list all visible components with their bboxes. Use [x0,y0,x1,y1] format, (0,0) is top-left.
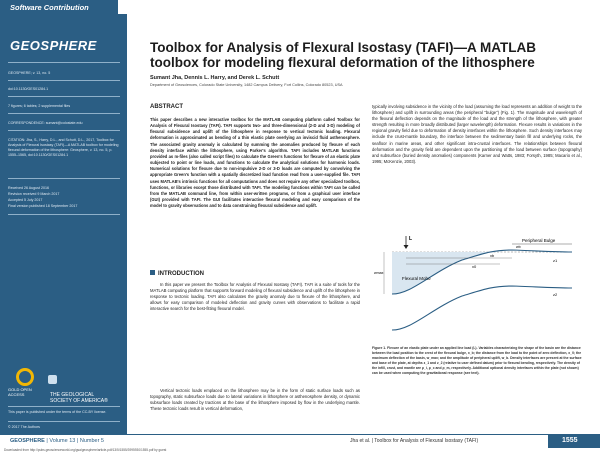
revision-date: Revision received 9 March 2017 [8,192,60,196]
flexed-moho [392,286,572,330]
figure-1-diagram [372,232,582,344]
figure-caption: Figure 1. Flexure of an elastic plate under an applied line load (L). Variables characterizing the shape of the basin are the distance between the load position to the crest of the flexural bulge, x_b; the distance from the load to the point of zero deflection, x_0; the maximum deflection of the basin, w_max; and the amplitude of peripheral uplift, w_b. Density interfaces are present at the surface and base of the plate, at depths z_1 and z_2 (relative to user defined datum) prior to flexural bending, respectively. The density of the infill, crust, and mantle are ρ_i, ρ_c and ρ_m, respectively. Additional optional density interfaces within the plate (not shown) can be used when computing the gravitational response (see text). [372,346,582,376]
abstract-text: This paper describes a new interactive toolbox for the MATLAB computing platform called Toolbox for Analysis of Flexural Isostasy (TAFI). TAFI supports two- and three-dimensional (2-D and 3-D) modeling of flexural subsidence and uplift of the lithosphere in response to vertical tectonic loading. Flexural deformation is approximated as bending of a thin elastic plate overlying an inviscid fluid asthenosphere. The associated gravity anomaly is calculated by summing the anomalies produced by flexure of each density interface within the lithosphere, using Parker's algorithm. TAFI includes MATLAB functions provided as m-files (also called script files) to calculate the Green's functions for flexure of an elastic plate subjected to point or line loads, and functions to calculate the analytical solutions for harmonic loads. Numerical solutions for flexure due to non-impulsive 2-D or 3-D loads are computed by convolving the appropriate Green's function with a spatially discretized load function read from a user-supplied file. TAFI uses MATLAB's intrinsic functions for all computations and does not require any other specialized toolbox, functions, or libraries except those distributed with TAFI. The modeling functions within TAFI can be called from the MATLAB command line, from within user-written programs, or from a graphical user interface (GUI) provided with TAFI. The GUI facilitates interactive flexural modeling and easy comparison of the model to gravity observations and to data constraining flexural subsidence and uplift. [150,117,360,209]
gsa-icon [48,375,57,384]
figure-count: 7 figures; 6 tables; 2 supplemental files [8,104,71,108]
published-date: Final version published 18 September 2017 [8,204,78,208]
wmax-label: wmax [374,271,384,275]
divider [8,96,120,97]
abstract-heading: ABSTRACT [150,104,183,110]
intro-paragraph-2: Vertical tectonic loads emplaced on the lithosphere may be in the form of static surface loads such as topography, static subsurface loads due to lateral variations in lithosphere or asthenosphere density, or dynamic subsurface loads created by tractions at the base of the lithosphere imposed by flow in the underlying mantle. These tectonic loads result in vertical deformation, [150,388,360,412]
footer-journal-name: GEOSPHERE [10,438,45,444]
download-note: Downloaded from http://pubs.geoscienceworld.org/gsa/geosphere/article-pdf/13/5/1555/3995930/1555.pdf by guest [4,448,167,452]
divider [8,406,120,407]
open-access-icon [16,368,34,386]
intro-heading [150,270,204,277]
open-access-badge [8,368,48,397]
z2-label: z2 [553,292,558,297]
journal-name: GEOSPHERE [10,38,97,53]
footer-number: Number 5 [79,438,104,444]
page-number: 1555 [548,435,600,448]
doi[interactable]: doi:10.1130/GES01284.1 [8,87,49,91]
divider [8,130,120,131]
license-note: This paper is published under the terms of the CC-BY license. [8,410,107,414]
intro-paragraph-1: In this paper we present the Toolbox for Analysis of Flexural Isostasy (TAFI). TAFI is a suite of tools for the MATLAB computing platform that supports forward modeling of flexural subsidence and uplift of the lithosphere in response to tectonic loading. TAFI also calculates the gravity anomaly due to flexure of the lithosphere, and allows for easy comparison of modeled deflection and gravity curves with observations to facilitate a rapid interactive search for the best-fitting flexural model. [150,282,360,312]
xb-label: xb [490,253,495,258]
accepted-date: Accepted 5 July 2017 [8,198,43,202]
section-tab: Software Contribution [0,0,118,14]
citation-short: GEOSPHERE; v. 13, no. 5 [8,71,51,75]
divider [8,178,120,179]
heading-square-icon [150,270,155,275]
moho-label: Flexural Moho [402,276,431,281]
divider [8,214,120,215]
divider [8,80,120,81]
right-column-text: typically involving subsidence in the vicinity of the load (assuming the load represents an addition of weight to the lithosphere) and uplift in surrounding areas (the peripheral "bulge") (Fig. 1). The magnitude and wavelength of the flexural deflection depends on the magnitude of the load and the strength of the lithosphere, with greater strength resulting in more broadly distributed (larger wavelength) deformation. Flexure results in variations in the regional gravity field due to deformation of density interfaces within the lithosphere. Such density interfaces may include the crust-mantle boundary, the interface between the sedimentary basin fill and underlying rocks, the seafloor in marine areas, and other significant intra-crustal interfaces. The relationships between flexural deformation and the gravity field are dependent upon the partitioning of the load between surface (topography) and subsurface (buried density anomalies) components (Karner and Watts, 1983; Forsyth, 1985; Macario et al., 1995; McKenzie, 2003). [372,104,582,164]
divider [8,421,120,422]
intro-heading-label: INTRODUCTION [158,271,204,277]
page-footer [0,434,600,447]
correspondence[interactable]: CORRESPONDENCE: sumant@colostate.edu [8,121,83,125]
x0-label: x0 [472,264,477,269]
bulge-label: Peripheral Bulge [522,238,556,243]
running-title: Jha et al. | Toolbox for Analysis of Flexural Isostasy (TAFI) [350,438,479,444]
sidebar [0,14,127,434]
received-date: Received 26 August 2016 [8,186,49,190]
gsa-name: THE GEOLOGICAL SOCIETY OF AMERICA® [50,392,108,404]
affiliation: Department of Geosciences, Colorado State University, 1482 Campus Delivery, Fort Collins, Colorado 80523, USA [150,83,343,87]
load-label: L [409,236,413,242]
copyright: © 2017 The Authors [8,425,40,429]
open-access-label: GOLD OPEN ACCESS [8,387,32,397]
authors: Sumant Jha, Dennis L. Harry, and Derek L. Schutt [150,75,280,81]
footer-volume: Volume 13 [49,438,76,444]
citation: CITATION: Jha, S., Harry, D.L., and Schutt, D.L., 2017, Toolbox for Analysis of Flexural Isostasy (TAFI)—A MATLAB toolbox for modeling flexural deformation of the lithosphere: Geosphere, v. 13, no. 5, p. 1555–1565, doi:10.1130/GES01284.1 [8,138,119,157]
wb-label: wb [516,245,521,249]
divider [8,113,120,114]
z1-label: z1 [553,258,558,263]
top-bar [0,0,600,14]
footer-journal: GEOSPHERE | Volume 13 | Number 5 [10,438,104,444]
paper-title: Toolbox for Analysis of Flexural Isostasy (TAFI)—A MATLAB toolbox for modeling flexural deformation of the lithosphere [150,40,537,70]
load-arrowhead [404,245,409,249]
divider [8,62,120,63]
